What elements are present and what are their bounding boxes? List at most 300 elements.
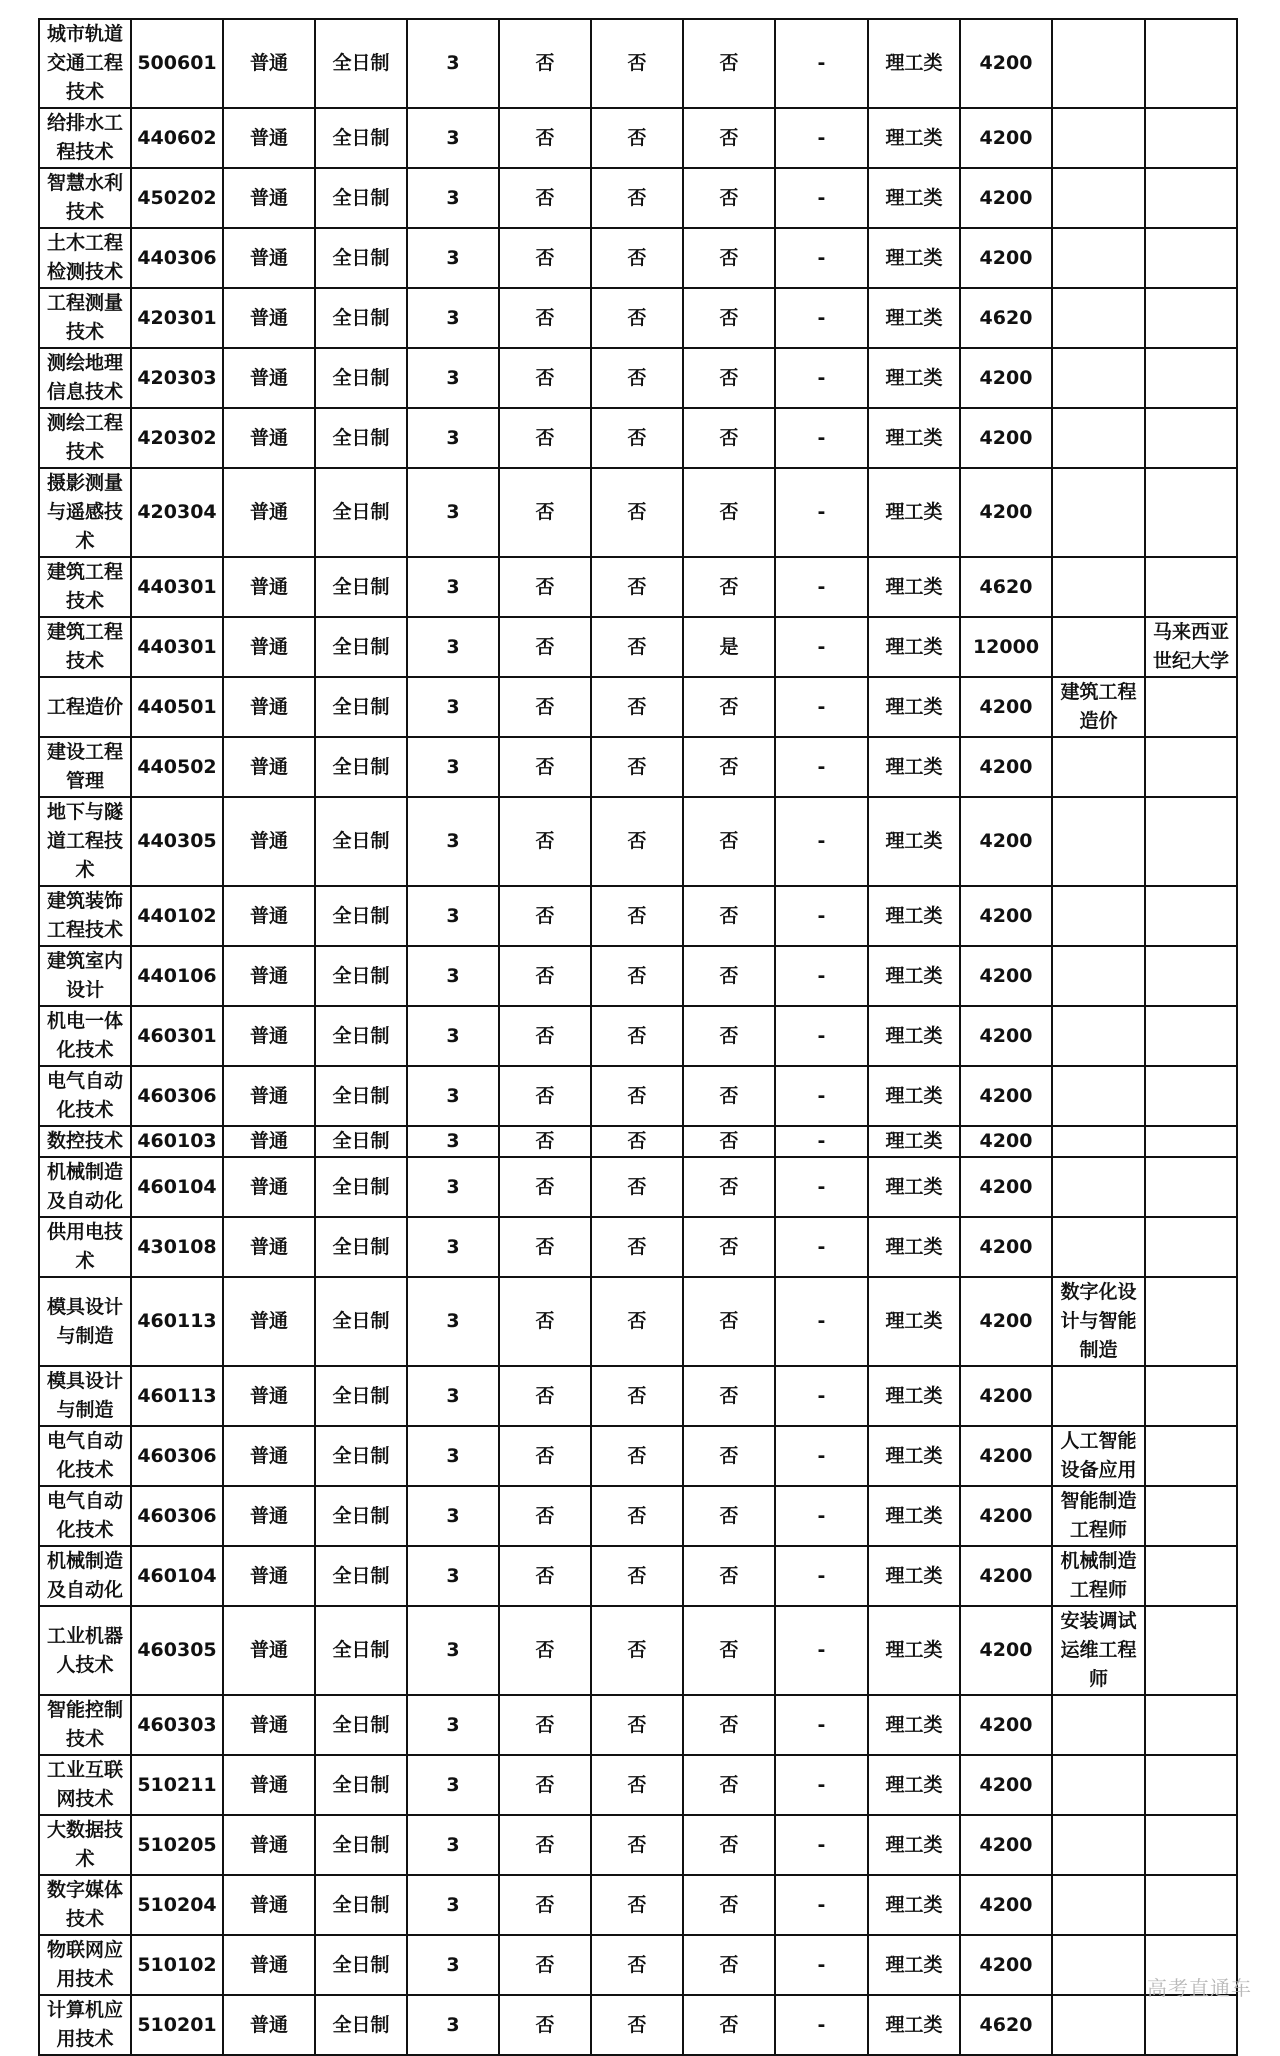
cell-study-mode: 全日制: [315, 1995, 407, 2055]
cell-major-code: 460103: [131, 1126, 223, 1157]
cell-level: 普通: [223, 886, 315, 946]
cell-level: 普通: [223, 1695, 315, 1755]
cell-direction: 安装调试运维工程师: [1052, 1606, 1145, 1695]
cell-level: 普通: [223, 677, 315, 737]
cell-category: 理工类: [868, 468, 960, 557]
cell-study-mode: 全日制: [315, 1006, 407, 1066]
cell-duration: 3: [407, 1066, 499, 1126]
cell-tuition: 4200: [960, 1606, 1052, 1695]
cell-major-code: 510204: [131, 1875, 223, 1935]
cell-direction: [1052, 1006, 1145, 1066]
cell-tuition: 4200: [960, 737, 1052, 797]
cell-duration: 3: [407, 557, 499, 617]
cell-col-6: 否: [499, 557, 591, 617]
cell-partner-school: [1145, 1217, 1237, 1277]
cell-col-7: 否: [591, 19, 683, 108]
cell-col-8: 否: [683, 1366, 775, 1426]
cell-duration: 3: [407, 677, 499, 737]
cell-partner-school: [1145, 1875, 1237, 1935]
cell-tuition: 4200: [960, 886, 1052, 946]
cell-col-9: -: [775, 946, 868, 1006]
cell-tuition: 4200: [960, 1006, 1052, 1066]
table-row: [39, 168, 1237, 228]
cell-tuition: 4200: [960, 1815, 1052, 1875]
cell-major-name: 电气自动化技术: [39, 1066, 131, 1126]
cell-major-code: 460113: [131, 1277, 223, 1366]
cell-major-name: 数字媒体技术: [39, 1875, 131, 1935]
cell-partner-school: [1145, 557, 1237, 617]
cell-col-6: 否: [499, 1486, 591, 1546]
cell-duration: 3: [407, 1486, 499, 1546]
cell-study-mode: 全日制: [315, 468, 407, 557]
cell-col-7: 否: [591, 1217, 683, 1277]
cell-category: 理工类: [868, 1606, 960, 1695]
cell-col-9: -: [775, 1546, 868, 1606]
cell-major-code: 440301: [131, 617, 223, 677]
cell-col-9: -: [775, 617, 868, 677]
cell-tuition: 4200: [960, 1875, 1052, 1935]
cell-col-9: -: [775, 1995, 868, 2055]
cell-col-7: 否: [591, 1066, 683, 1126]
cell-level: 普通: [223, 1935, 315, 1995]
cell-direction: [1052, 1366, 1145, 1426]
cell-col-7: 否: [591, 1815, 683, 1875]
cell-col-8: 否: [683, 1277, 775, 1366]
cell-study-mode: 全日制: [315, 1066, 407, 1126]
cell-col-9: -: [775, 1606, 868, 1695]
cell-col-8: 否: [683, 1546, 775, 1606]
cell-major-name: 地下与隧道工程技术: [39, 797, 131, 886]
cell-tuition: 4200: [960, 1366, 1052, 1426]
cell-duration: 3: [407, 1006, 499, 1066]
cell-col-6: 否: [499, 348, 591, 408]
cell-major-code: 460306: [131, 1066, 223, 1126]
cell-direction: [1052, 617, 1145, 677]
table-body: [39, 19, 1237, 2055]
cell-major-name: 机电一体化技术: [39, 1006, 131, 1066]
cell-partner-school: [1145, 677, 1237, 737]
cell-col-9: -: [775, 168, 868, 228]
cell-major-code: 420303: [131, 348, 223, 408]
cell-category: 理工类: [868, 1426, 960, 1486]
cell-study-mode: 全日制: [315, 1217, 407, 1277]
cell-col-8: 否: [683, 1426, 775, 1486]
cell-category: 理工类: [868, 677, 960, 737]
cell-partner-school: [1145, 348, 1237, 408]
cell-col-6: 否: [499, 1995, 591, 2055]
cell-col-7: 否: [591, 1126, 683, 1157]
table-row: [39, 1815, 1237, 1875]
cell-col-8: 否: [683, 1486, 775, 1546]
cell-col-8: 否: [683, 108, 775, 168]
cell-duration: 3: [407, 1126, 499, 1157]
cell-level: 普通: [223, 228, 315, 288]
cell-col-6: 否: [499, 797, 591, 886]
cell-study-mode: 全日制: [315, 408, 407, 468]
cell-category: 理工类: [868, 1875, 960, 1935]
cell-partner-school: [1145, 1606, 1237, 1695]
cell-level: 普通: [223, 408, 315, 468]
cell-direction: [1052, 468, 1145, 557]
cell-tuition: 4200: [960, 1217, 1052, 1277]
cell-col-8: 否: [683, 1006, 775, 1066]
cell-major-code: 440102: [131, 886, 223, 946]
cell-partner-school: 马来西亚世纪大学: [1145, 617, 1237, 677]
cell-major-name: 机械制造及自动化: [39, 1157, 131, 1217]
cell-tuition: 4200: [960, 1546, 1052, 1606]
cell-col-9: -: [775, 1426, 868, 1486]
cell-col-7: 否: [591, 1695, 683, 1755]
cell-category: 理工类: [868, 1157, 960, 1217]
cell-major-name: 电气自动化技术: [39, 1486, 131, 1546]
cell-partner-school: [1145, 797, 1237, 886]
cell-col-9: -: [775, 1755, 868, 1815]
cell-duration: 3: [407, 1875, 499, 1935]
cell-major-code: 440305: [131, 797, 223, 886]
cell-partner-school: [1145, 228, 1237, 288]
cell-major-name: 智能控制技术: [39, 1695, 131, 1755]
table-row: [39, 737, 1237, 797]
cell-direction: 建筑工程造价: [1052, 677, 1145, 737]
cell-major-code: 430108: [131, 1217, 223, 1277]
cell-duration: 3: [407, 1546, 499, 1606]
cell-duration: 3: [407, 19, 499, 108]
cell-direction: [1052, 228, 1145, 288]
cell-major-name: 模具设计与制造: [39, 1277, 131, 1366]
cell-col-8: 否: [683, 1755, 775, 1815]
cell-major-code: 460301: [131, 1006, 223, 1066]
cell-col-8: 否: [683, 1217, 775, 1277]
cell-col-9: -: [775, 108, 868, 168]
cell-col-9: -: [775, 1217, 868, 1277]
cell-col-6: 否: [499, 1277, 591, 1366]
cell-duration: 3: [407, 886, 499, 946]
cell-duration: 3: [407, 1815, 499, 1875]
cell-direction: [1052, 168, 1145, 228]
cell-category: 理工类: [868, 168, 960, 228]
cell-category: 理工类: [868, 1126, 960, 1157]
cell-partner-school: [1145, 108, 1237, 168]
cell-col-7: 否: [591, 348, 683, 408]
cell-col-9: -: [775, 19, 868, 108]
cell-col-6: 否: [499, 288, 591, 348]
cell-duration: 3: [407, 1366, 499, 1426]
cell-major-code: 510211: [131, 1755, 223, 1815]
cell-direction: [1052, 1066, 1145, 1126]
cell-study-mode: 全日制: [315, 1875, 407, 1935]
cell-direction: 数字化设计与智能制造: [1052, 1277, 1145, 1366]
cell-major-code: 420304: [131, 468, 223, 557]
table-row: [39, 108, 1237, 168]
cell-level: 普通: [223, 168, 315, 228]
cell-category: 理工类: [868, 1486, 960, 1546]
table-row: [39, 1157, 1237, 1217]
cell-col-7: 否: [591, 1277, 683, 1366]
cell-col-8: 否: [683, 797, 775, 886]
cell-direction: [1052, 797, 1145, 886]
cell-col-9: -: [775, 468, 868, 557]
cell-partner-school: [1145, 1755, 1237, 1815]
cell-major-code: 460305: [131, 1606, 223, 1695]
table-row: [39, 797, 1237, 886]
cell-col-7: 否: [591, 288, 683, 348]
table-row: [39, 557, 1237, 617]
cell-col-7: 否: [591, 737, 683, 797]
cell-col-8: 否: [683, 1606, 775, 1695]
cell-study-mode: 全日制: [315, 288, 407, 348]
cell-col-9: -: [775, 557, 868, 617]
cell-tuition: 4200: [960, 1486, 1052, 1546]
cell-major-name: 数控技术: [39, 1126, 131, 1157]
cell-duration: 3: [407, 1217, 499, 1277]
cell-major-name: 摄影测量与遥感技术: [39, 468, 131, 557]
cell-partner-school: [1145, 1695, 1237, 1755]
cell-direction: [1052, 19, 1145, 108]
cell-major-name: 大数据技术: [39, 1815, 131, 1875]
cell-study-mode: 全日制: [315, 228, 407, 288]
cell-level: 普通: [223, 1875, 315, 1935]
cell-col-7: 否: [591, 1486, 683, 1546]
cell-col-8: 是: [683, 617, 775, 677]
cell-study-mode: 全日制: [315, 1755, 407, 1815]
cell-col-7: 否: [591, 108, 683, 168]
cell-direction: [1052, 1755, 1145, 1815]
cell-level: 普通: [223, 1815, 315, 1875]
cell-category: 理工类: [868, 737, 960, 797]
cell-study-mode: 全日制: [315, 1366, 407, 1426]
cell-tuition: 4200: [960, 1157, 1052, 1217]
cell-col-8: 否: [683, 1935, 775, 1995]
table-row: [39, 1217, 1237, 1277]
cell-tuition: 4200: [960, 1277, 1052, 1366]
cell-duration: 3: [407, 288, 499, 348]
cell-col-7: 否: [591, 1606, 683, 1695]
cell-level: 普通: [223, 468, 315, 557]
cell-major-name: 给排水工程技术: [39, 108, 131, 168]
cell-col-8: 否: [683, 348, 775, 408]
cell-major-code: 440301: [131, 557, 223, 617]
cell-tuition: 12000: [960, 617, 1052, 677]
cell-study-mode: 全日制: [315, 19, 407, 108]
cell-level: 普通: [223, 1217, 315, 1277]
table-row: [39, 1126, 1237, 1157]
cell-col-8: 否: [683, 1695, 775, 1755]
cell-major-name: 电气自动化技术: [39, 1426, 131, 1486]
cell-col-7: 否: [591, 886, 683, 946]
table-row: [39, 19, 1237, 108]
cell-duration: 3: [407, 1755, 499, 1815]
cell-category: 理工类: [868, 946, 960, 1006]
cell-duration: 3: [407, 228, 499, 288]
cell-direction: [1052, 1875, 1145, 1935]
cell-category: 理工类: [868, 1546, 960, 1606]
cell-category: 理工类: [868, 1366, 960, 1426]
cell-tuition: 4200: [960, 1695, 1052, 1755]
cell-major-name: 建筑室内设计: [39, 946, 131, 1006]
cell-col-6: 否: [499, 1815, 591, 1875]
cell-tuition: 4200: [960, 468, 1052, 557]
cell-col-6: 否: [499, 886, 591, 946]
cell-tuition: 4200: [960, 1066, 1052, 1126]
cell-tuition: 4200: [960, 408, 1052, 468]
cell-category: 理工类: [868, 557, 960, 617]
cell-tuition: 4620: [960, 557, 1052, 617]
cell-direction: [1052, 946, 1145, 1006]
cell-col-7: 否: [591, 1995, 683, 2055]
cell-level: 普通: [223, 1755, 315, 1815]
cell-col-9: -: [775, 1066, 868, 1126]
cell-col-7: 否: [591, 617, 683, 677]
cell-partner-school: [1145, 1006, 1237, 1066]
cell-col-7: 否: [591, 946, 683, 1006]
cell-col-6: 否: [499, 1935, 591, 1995]
cell-tuition: 4200: [960, 19, 1052, 108]
cell-level: 普通: [223, 1006, 315, 1066]
cell-col-6: 否: [499, 1006, 591, 1066]
cell-direction: [1052, 1217, 1145, 1277]
cell-col-6: 否: [499, 108, 591, 168]
cell-col-7: 否: [591, 168, 683, 228]
cell-major-name: 测绘地理信息技术: [39, 348, 131, 408]
cell-major-name: 工程测量技术: [39, 288, 131, 348]
cell-col-6: 否: [499, 946, 591, 1006]
cell-level: 普通: [223, 1486, 315, 1546]
cell-col-8: 否: [683, 557, 775, 617]
cell-direction: [1052, 737, 1145, 797]
table-row: [39, 677, 1237, 737]
cell-major-code: 510201: [131, 1995, 223, 2055]
table-row: [39, 946, 1237, 1006]
cell-major-name: 建筑工程技术: [39, 617, 131, 677]
table-row: [39, 886, 1237, 946]
cell-col-8: 否: [683, 1875, 775, 1935]
cell-partner-school: [1145, 468, 1237, 557]
cell-col-8: 否: [683, 1995, 775, 2055]
cell-col-9: -: [775, 1277, 868, 1366]
cell-major-name: 物联网应用技术: [39, 1935, 131, 1995]
cell-direction: [1052, 1157, 1145, 1217]
cell-category: 理工类: [868, 1217, 960, 1277]
cell-category: 理工类: [868, 797, 960, 886]
cell-study-mode: 全日制: [315, 1486, 407, 1546]
cell-col-9: -: [775, 348, 868, 408]
cell-duration: 3: [407, 468, 499, 557]
table-row: [39, 1486, 1237, 1546]
table-row: [39, 468, 1237, 557]
cell-category: 理工类: [868, 1815, 960, 1875]
cell-col-6: 否: [499, 1546, 591, 1606]
cell-col-8: 否: [683, 737, 775, 797]
cell-direction: [1052, 1935, 1145, 1995]
cell-level: 普通: [223, 1277, 315, 1366]
cell-col-8: 否: [683, 1066, 775, 1126]
cell-level: 普通: [223, 1546, 315, 1606]
cell-study-mode: 全日制: [315, 1426, 407, 1486]
cell-major-code: 440502: [131, 737, 223, 797]
table-row: [39, 1066, 1237, 1126]
cell-study-mode: 全日制: [315, 1695, 407, 1755]
cell-level: 普通: [223, 617, 315, 677]
cell-partner-school: [1145, 1277, 1237, 1366]
cell-major-code: 460104: [131, 1546, 223, 1606]
cell-col-8: 否: [683, 946, 775, 1006]
table-row: [39, 1755, 1237, 1815]
cell-direction: [1052, 108, 1145, 168]
cell-partner-school: [1145, 19, 1237, 108]
cell-duration: 3: [407, 1606, 499, 1695]
cell-col-8: 否: [683, 886, 775, 946]
cell-major-name: 智慧水利技术: [39, 168, 131, 228]
table-row: [39, 1695, 1237, 1755]
table-row: [39, 1366, 1237, 1426]
cell-study-mode: 全日制: [315, 1815, 407, 1875]
cell-study-mode: 全日制: [315, 1935, 407, 1995]
cell-tuition: 4200: [960, 1935, 1052, 1995]
cell-col-9: -: [775, 288, 868, 348]
cell-level: 普通: [223, 1066, 315, 1126]
cell-partner-school: [1145, 886, 1237, 946]
cell-tuition: 4200: [960, 797, 1052, 886]
cell-major-name: 测绘工程技术: [39, 408, 131, 468]
cell-study-mode: 全日制: [315, 677, 407, 737]
cell-col-8: 否: [683, 288, 775, 348]
cell-col-6: 否: [499, 1126, 591, 1157]
cell-direction: 人工智能设备应用: [1052, 1426, 1145, 1486]
cell-study-mode: 全日制: [315, 1277, 407, 1366]
cell-major-code: 440602: [131, 108, 223, 168]
cell-category: 理工类: [868, 228, 960, 288]
cell-study-mode: 全日制: [315, 797, 407, 886]
cell-study-mode: 全日制: [315, 557, 407, 617]
watermark: 高考直通车: [1147, 1976, 1252, 2000]
cell-duration: 3: [407, 168, 499, 228]
cell-partner-school: [1145, 1815, 1237, 1875]
cell-level: 普通: [223, 288, 315, 348]
cell-tuition: 4200: [960, 677, 1052, 737]
cell-col-9: -: [775, 1875, 868, 1935]
cell-category: 理工类: [868, 108, 960, 168]
cell-duration: 3: [407, 348, 499, 408]
cell-major-code: 460306: [131, 1426, 223, 1486]
cell-col-7: 否: [591, 408, 683, 468]
cell-partner-school: [1145, 1546, 1237, 1606]
cell-col-8: 否: [683, 408, 775, 468]
cell-major-name: 工业机器人技术: [39, 1606, 131, 1695]
cell-col-9: -: [775, 1695, 868, 1755]
cell-direction: [1052, 1126, 1145, 1157]
cell-col-6: 否: [499, 1695, 591, 1755]
cell-col-8: 否: [683, 19, 775, 108]
cell-major-name: 工程造价: [39, 677, 131, 737]
cell-duration: 3: [407, 797, 499, 886]
cell-category: 理工类: [868, 19, 960, 108]
cell-major-code: 420302: [131, 408, 223, 468]
cell-partner-school: [1145, 1126, 1237, 1157]
cell-col-9: -: [775, 677, 868, 737]
cell-direction: 智能制造工程师: [1052, 1486, 1145, 1546]
cell-category: 理工类: [868, 1995, 960, 2055]
cell-category: 理工类: [868, 408, 960, 468]
cell-level: 普通: [223, 108, 315, 168]
cell-major-name: 模具设计与制造: [39, 1366, 131, 1426]
cell-col-9: -: [775, 737, 868, 797]
cell-col-7: 否: [591, 1006, 683, 1066]
cell-partner-school: [1145, 946, 1237, 1006]
cell-direction: [1052, 1815, 1145, 1875]
table-row: [39, 1606, 1237, 1695]
cell-col-9: -: [775, 408, 868, 468]
cell-direction: [1052, 886, 1145, 946]
